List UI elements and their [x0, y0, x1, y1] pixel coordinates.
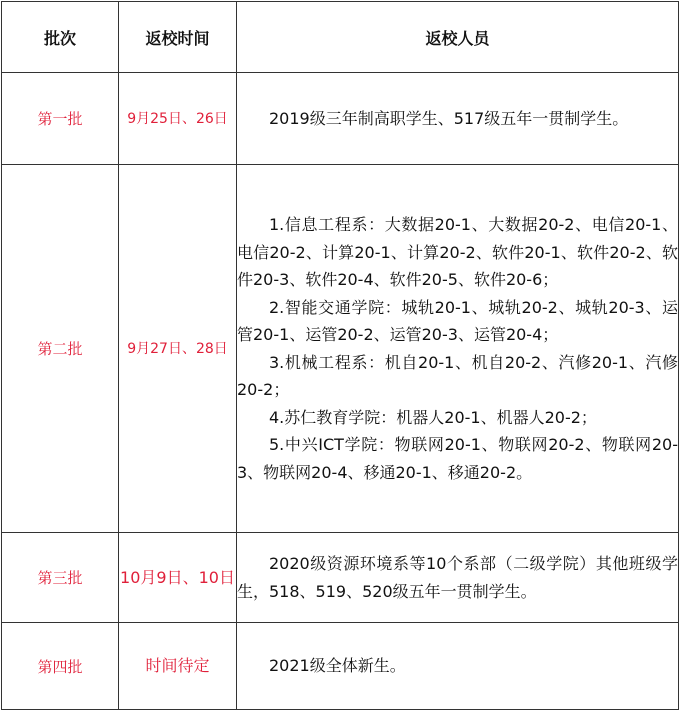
people-cell [237, 165, 679, 533]
people-line: 2019级三年制高职学生、517级五年一贯制学生。 [269, 108, 629, 128]
time-cell: 10月9日、10日 [119, 533, 237, 623]
table-row [2, 533, 679, 623]
batch-cell: 第四批 [2, 623, 119, 710]
people-line: 3.机械工程系：机自20-1、机自20-2、汽修20-1、汽修20-2； [237, 352, 678, 399]
people-line: 2.智能交通学院：城轨20-1、城轨20-2、城轨20-3、运管20-1、运管20-2、运管20-3、运管20-4； [237, 297, 678, 344]
table-row [2, 623, 679, 710]
header-batch: 批次 [2, 2, 119, 73]
batch-cell: 第三批 [2, 533, 119, 623]
people-line: 2020级资源环境系等10个系部（二级学院）其他班级学生，518、519、520级五年一贯制学生。 [237, 554, 678, 601]
table-row [2, 73, 679, 165]
people-line: 4.苏仁教育学院：机器人20-1、机器人20-2； [269, 407, 597, 427]
people-cell [237, 533, 679, 623]
header-row [2, 2, 679, 73]
table-row [2, 165, 679, 533]
batch-cell: 第二批 [2, 165, 119, 533]
people-line: 2021级全体新生。 [269, 656, 406, 676]
time-cell: 时间待定 [119, 623, 237, 710]
header-people: 返校人员 [237, 2, 679, 73]
time-cell: 9月27日、28日 [119, 165, 237, 533]
people-line: 5.中兴ICT学院：物联网20-1、物联网20-2、物联网20-3、物联网20-4、移通20-1、移通20-2。 [237, 435, 678, 482]
header-time: 返校时间 [119, 2, 237, 73]
people-cell [237, 73, 679, 165]
time-cell: 9月25日、26日 [119, 73, 237, 165]
people-line: 1.信息工程系：大数据20-1、大数据20-2、电信20-1、电信20-2、计算20-1、计算20-2、软件20-1、软件20-2、软件20-3、软件20-4、软件20-5、软件20-6； [237, 215, 678, 289]
return-schedule-table [1, 1, 679, 710]
people-cell [237, 623, 679, 710]
batch-cell: 第一批 [2, 73, 119, 165]
